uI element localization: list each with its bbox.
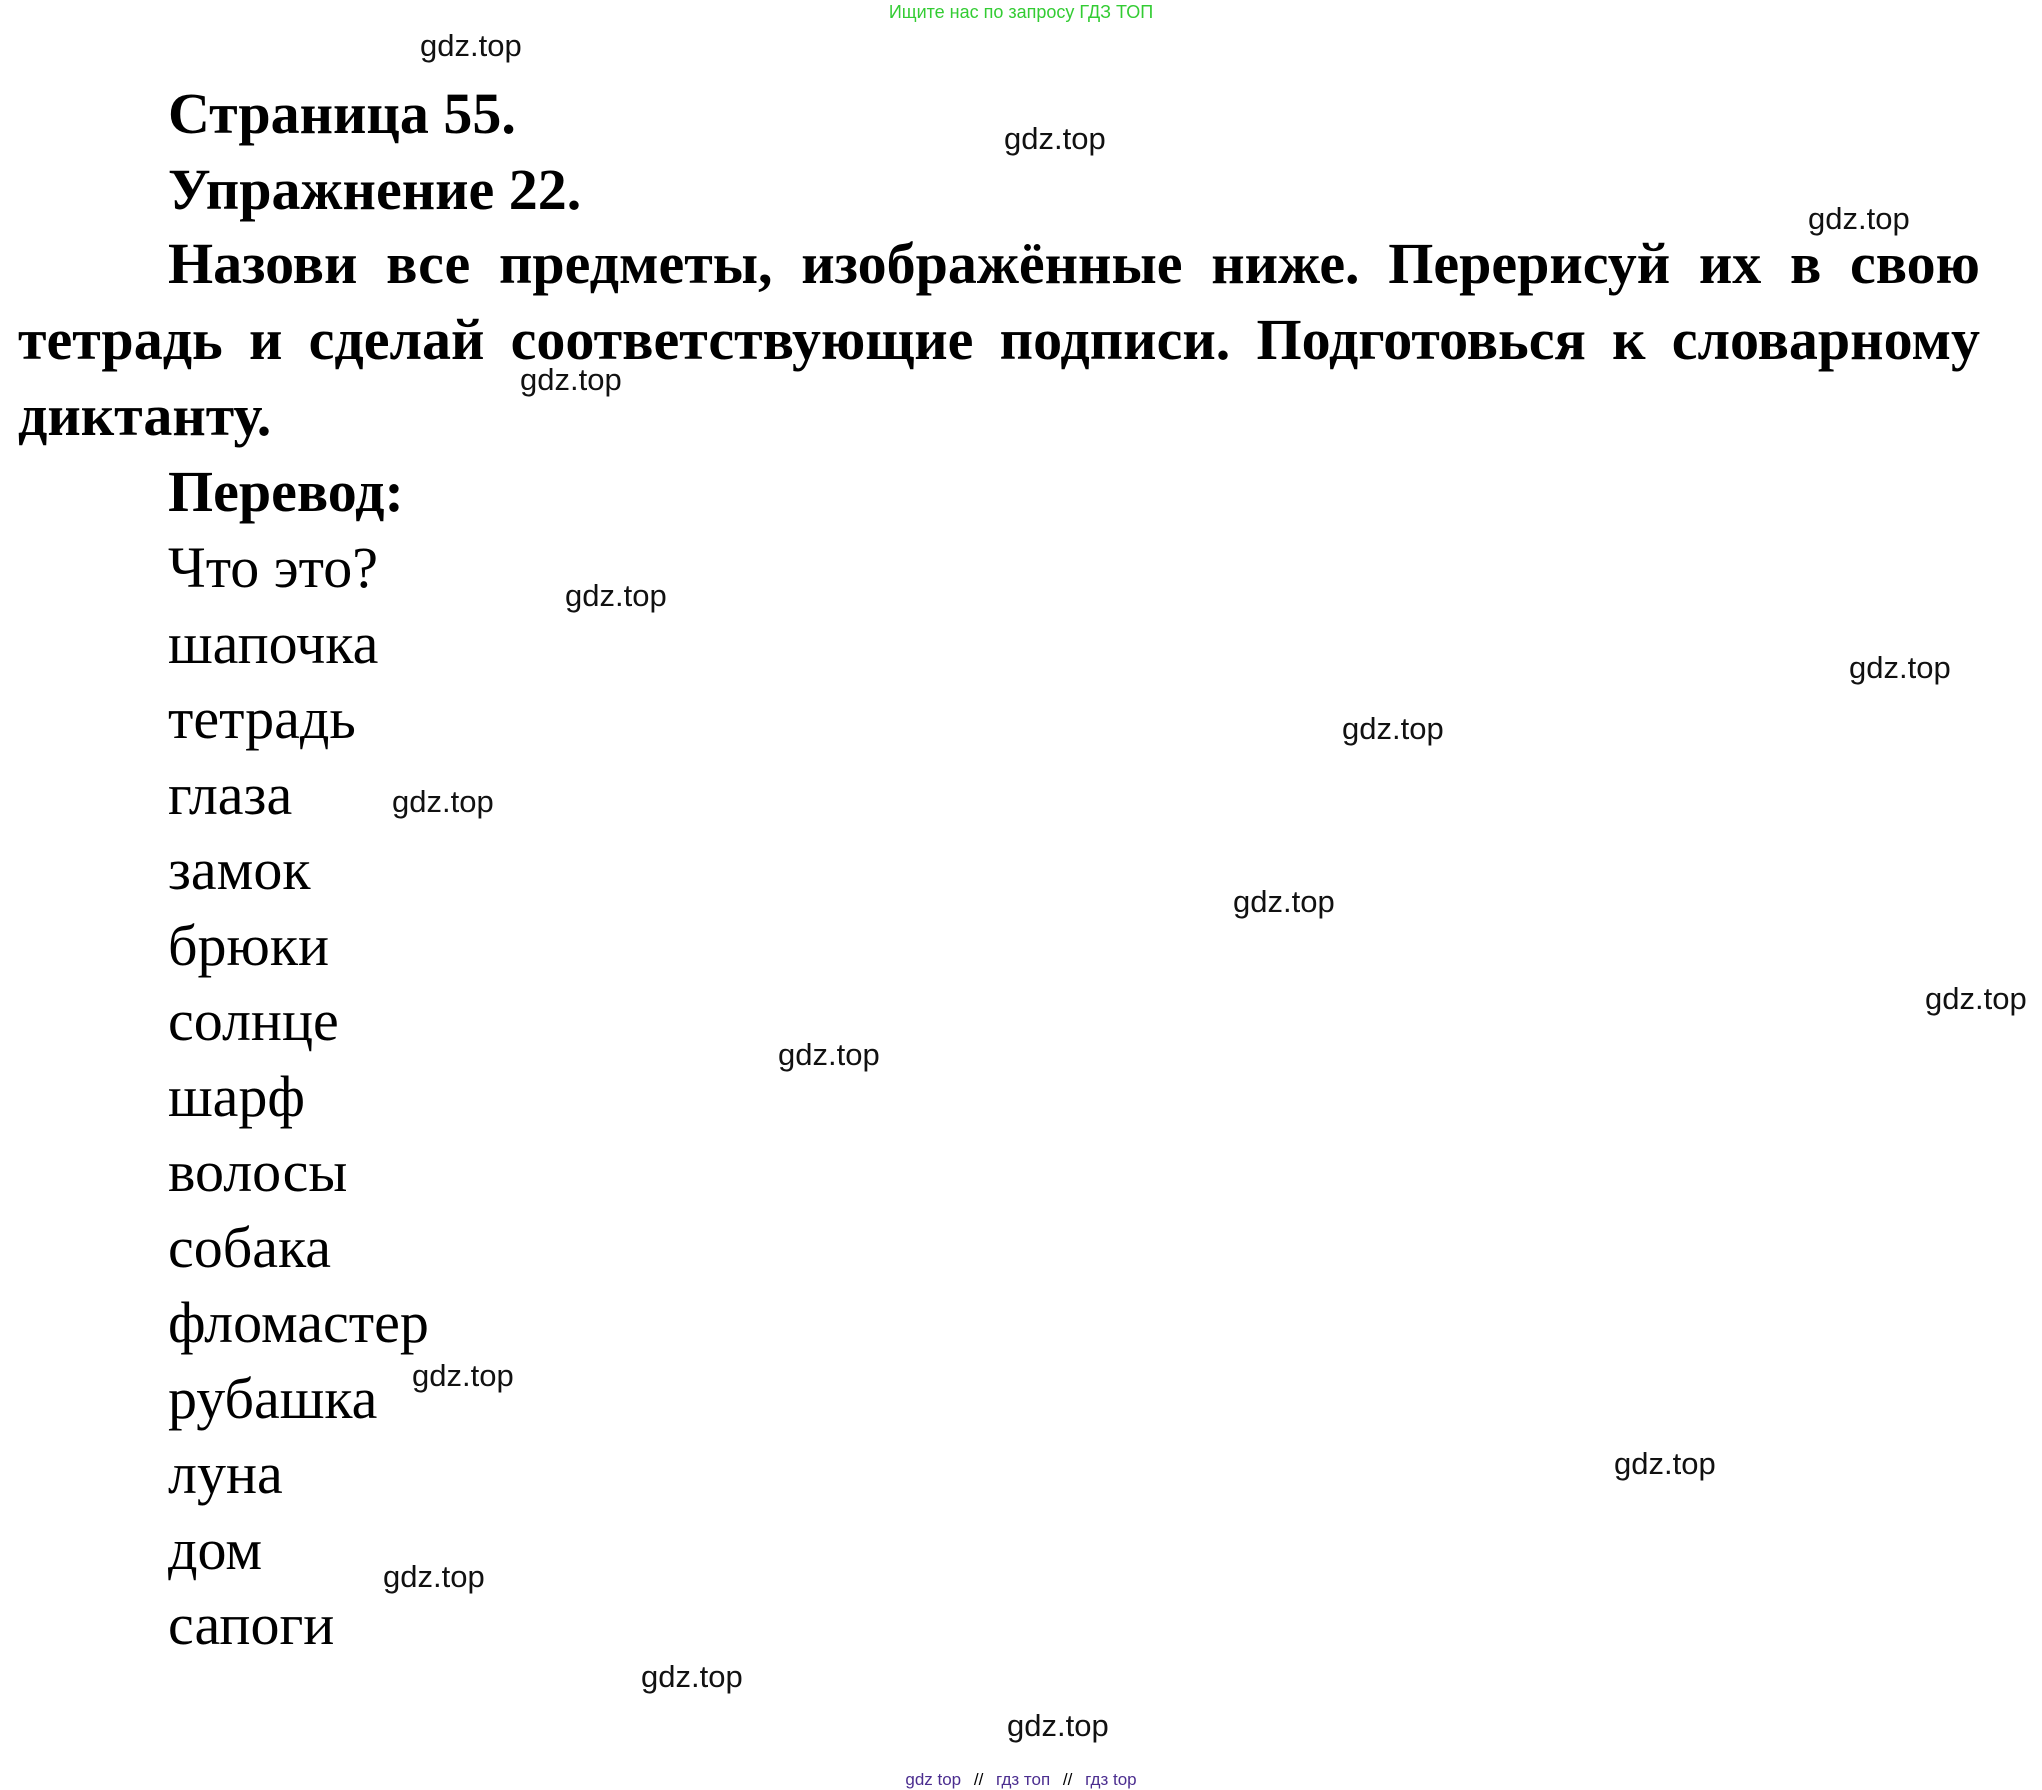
watermark: gdz.top xyxy=(565,578,667,613)
word-list-item: сапоги xyxy=(168,1592,335,1657)
watermark: gdz.top xyxy=(420,28,522,63)
translation-heading: Перевод: xyxy=(168,459,404,524)
word-list-item: рубашка xyxy=(168,1365,378,1431)
watermark: gdz.top xyxy=(1849,650,1951,685)
word-list-item: глаза xyxy=(168,761,293,827)
exercise-instructions: Назови все предметы, изображённые ниже. Перерисуй их в свою тетрадь и сделай соответствующие подписи. Подготовься к словарному диктанту. xyxy=(18,231,1980,448)
page-title: Страница 55. xyxy=(168,81,516,146)
watermark: gdz.top xyxy=(778,1037,880,1072)
separator: // xyxy=(973,1770,984,1789)
watermark: gdz.top xyxy=(1007,1708,1109,1743)
bottom-link[interactable]: gdz top xyxy=(905,1770,962,1789)
watermark: gdz.top xyxy=(392,784,494,819)
watermark: gdz.top xyxy=(1004,121,1106,156)
word-list-item: фломастер xyxy=(168,1290,429,1355)
watermark: gdz.top xyxy=(1614,1446,1716,1481)
bottom-link[interactable]: гдз топ xyxy=(996,1770,1051,1789)
watermark: gdz.top xyxy=(1342,711,1444,746)
word-list xyxy=(168,530,429,1663)
top-banner: Ищите нас по запросу ГДЗ ТОП xyxy=(888,2,1154,22)
bottom-link[interactable]: гдз top xyxy=(1085,1770,1137,1789)
watermark: gdz.top xyxy=(412,1358,514,1393)
bottom-links xyxy=(0,1770,2042,1790)
exercise-title: Упражнение 22. xyxy=(168,157,582,222)
word-list-item: шапочка xyxy=(168,610,379,676)
watermark: gdz.top xyxy=(520,362,622,397)
watermark: gdz.top xyxy=(1925,981,2027,1016)
watermark: gdz.top xyxy=(641,1659,743,1694)
word-list-item: собака xyxy=(168,1214,332,1280)
word-list-item: луна xyxy=(168,1441,283,1506)
word-list-item: солнце xyxy=(168,988,339,1053)
word-list-item: волосы xyxy=(168,1139,348,1204)
separator: // xyxy=(1062,1770,1073,1789)
word-list-item: замок xyxy=(168,837,311,902)
watermark: gdz.top xyxy=(1808,201,1910,236)
word-list-item: тетрадь xyxy=(168,686,356,751)
watermark: gdz.top xyxy=(383,1559,485,1594)
word-list-item: дом xyxy=(168,1516,263,1582)
word-list-item: шарф xyxy=(168,1063,305,1129)
word-list-item: брюки xyxy=(168,912,330,978)
word-list-item: Что это? xyxy=(168,535,378,600)
watermark: gdz.top xyxy=(1233,884,1335,919)
